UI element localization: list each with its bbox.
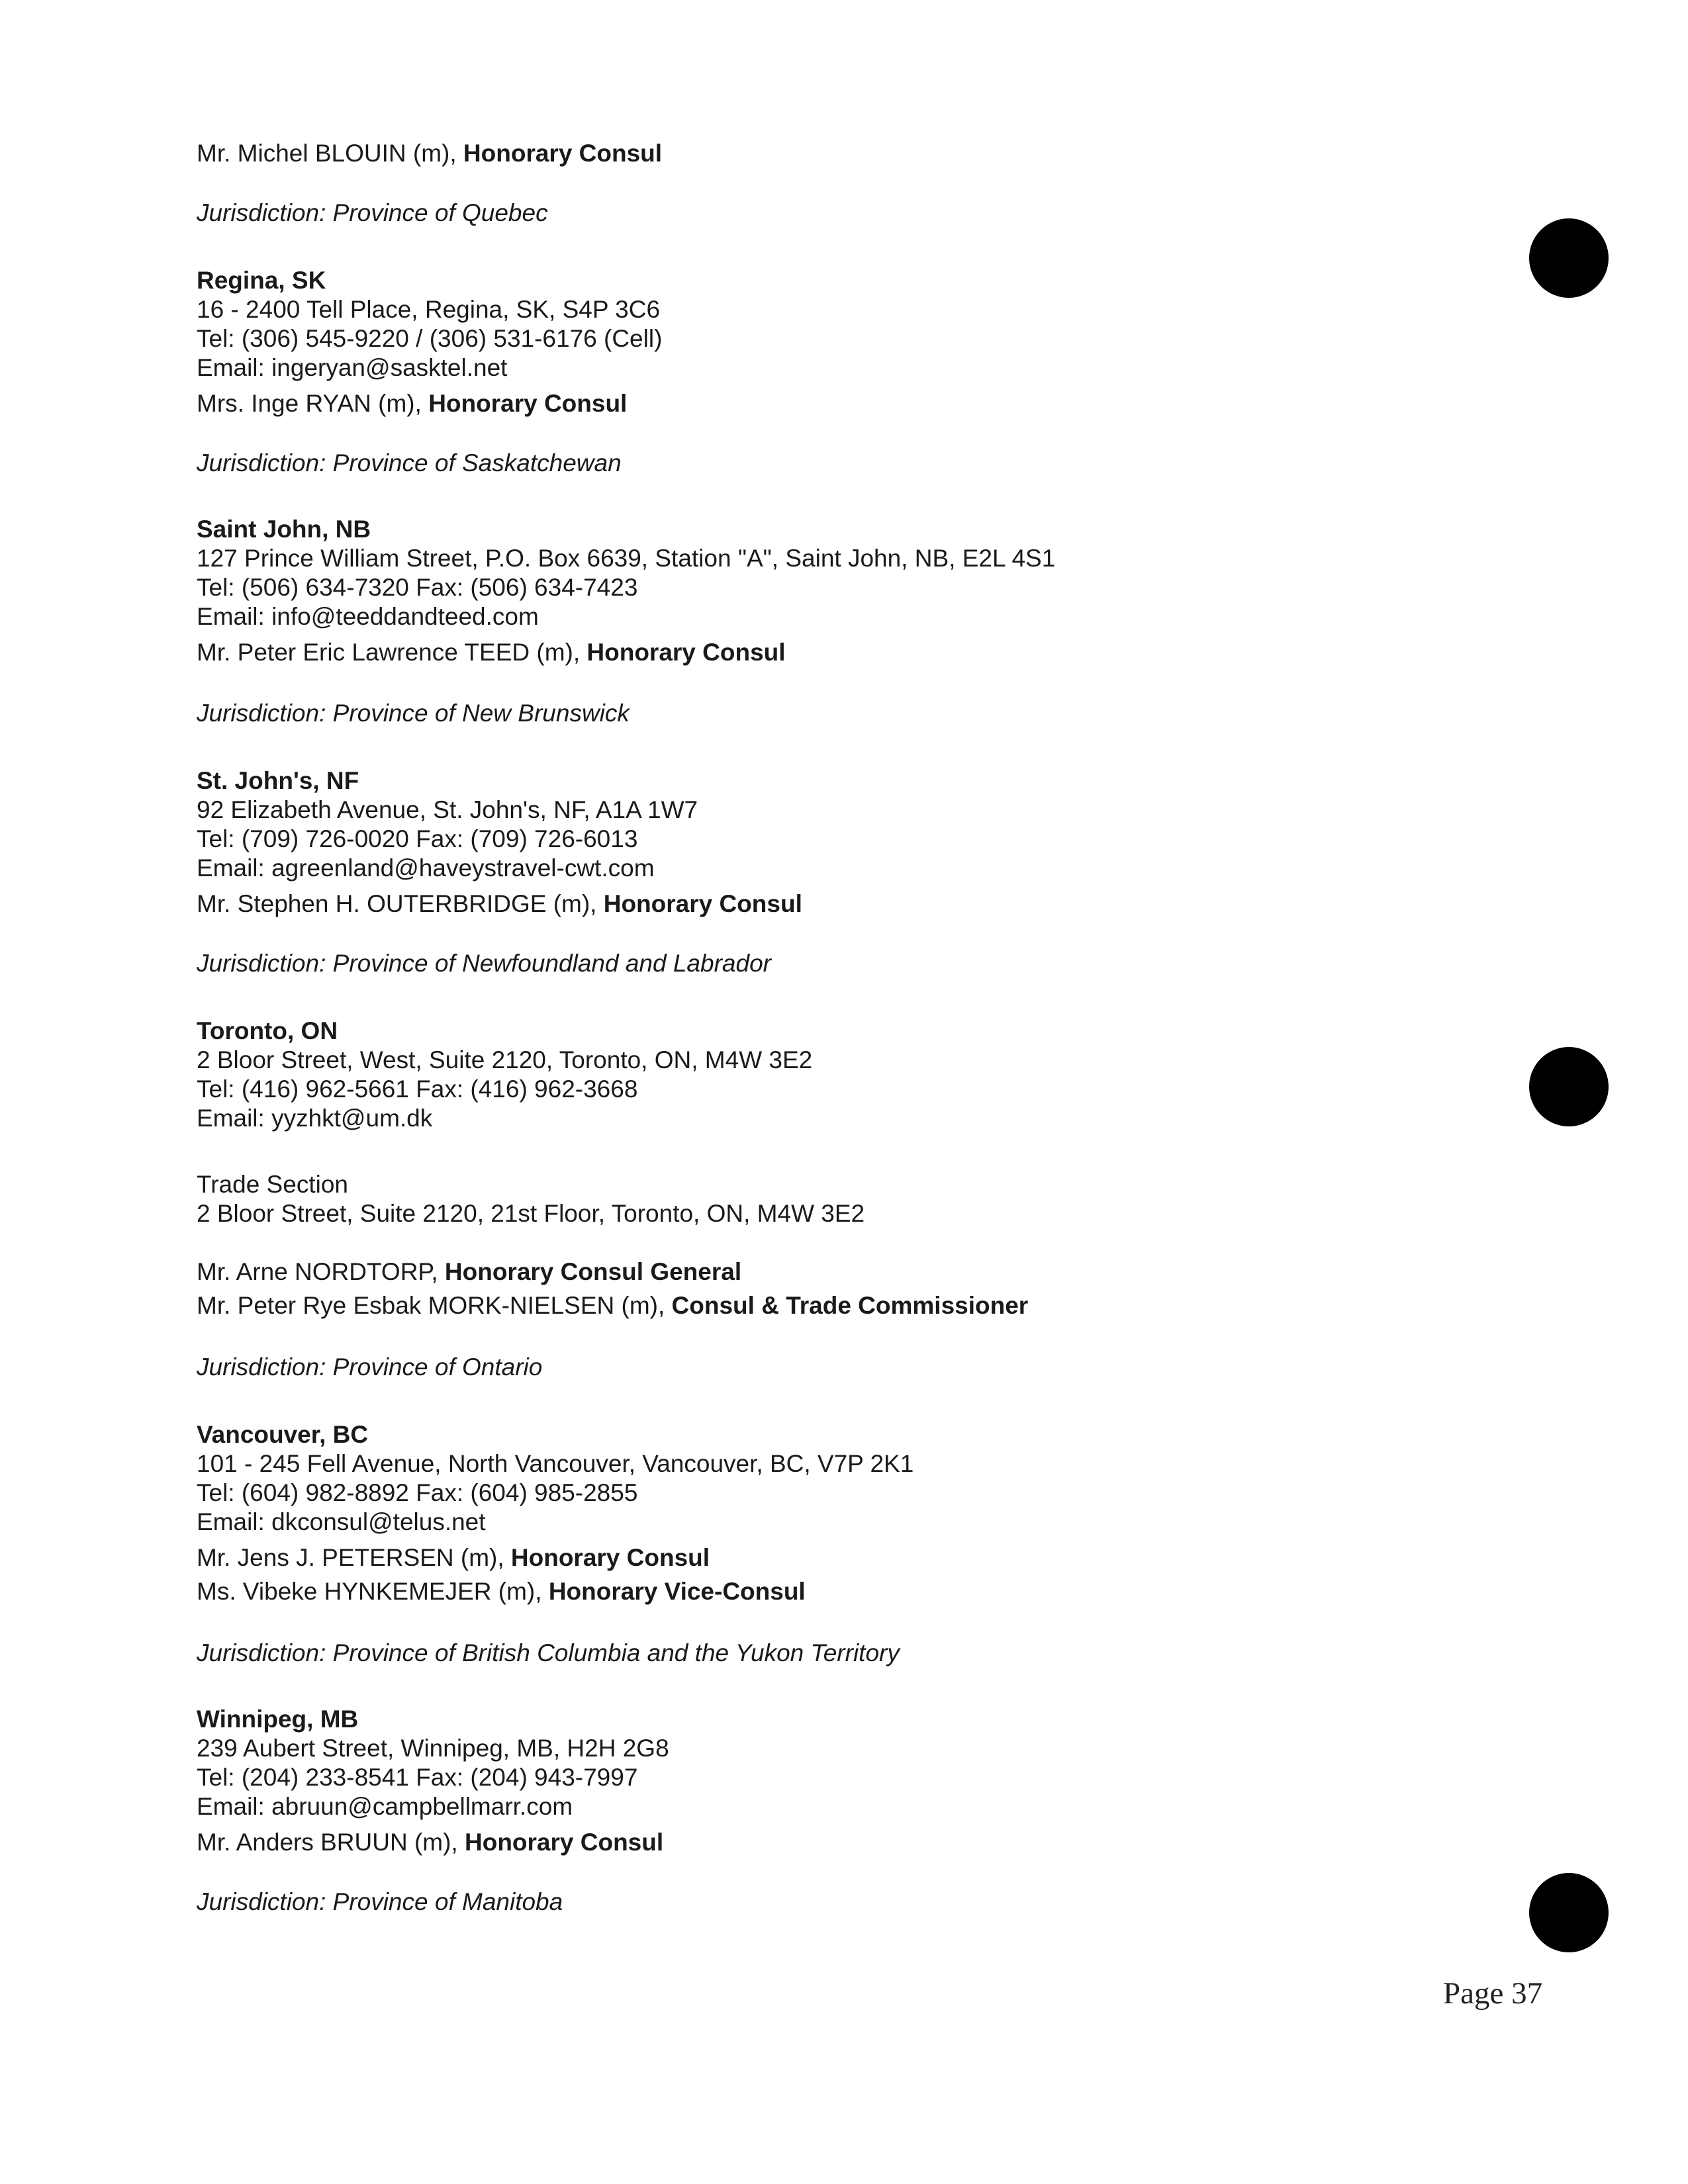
- consul-name: Mr. Arne NORDTORP,: [197, 1258, 445, 1285]
- address: 127 Prince William Street, P.O. Box 6639, Station "A", Saint John, NB, E2L 4S1: [197, 545, 1056, 572]
- consul-line: [197, 139, 662, 168]
- city-heading: St. John's, NF: [197, 767, 359, 794]
- email: Email: dkconsul@telus.net: [197, 1508, 486, 1535]
- email: Email: info@teeddandteed.com: [197, 603, 539, 630]
- jurisdiction-new-brunswick: Jurisdiction: Province of New Brunswick: [197, 700, 630, 727]
- consul-title: Honorary Consul: [428, 390, 628, 417]
- consul-name: Mrs. Inge RYAN (m),: [197, 390, 429, 417]
- punch-hole: [1529, 218, 1609, 298]
- email: Email: abruun@campbellmarr.com: [197, 1793, 573, 1820]
- address: 92 Elizabeth Avenue, St. John's, NF, A1A 1W7: [197, 796, 698, 823]
- consul-line: [197, 1291, 1028, 1320]
- consul-title: Honorary Consul: [465, 1829, 664, 1856]
- consul-line: [197, 889, 802, 919]
- phone: Tel: (709) 726-0020 Fax: (709) 726-6013: [197, 825, 638, 852]
- consul-title: Honorary Vice-Consul: [548, 1578, 806, 1605]
- city-heading: Saint John, NB: [197, 516, 371, 543]
- consul-line: [197, 1828, 663, 1857]
- phone: Tel: (306) 545-9220 / (306) 531-6176 (Cell): [197, 325, 663, 352]
- consul-line: [197, 1257, 1028, 1287]
- consul-title: Honorary Consul General: [444, 1258, 742, 1285]
- consul-title: Honorary Consul: [463, 140, 663, 167]
- city-heading: Regina, SK: [197, 267, 326, 294]
- consul-list: [197, 1257, 1028, 1320]
- consul-line: [197, 1577, 806, 1606]
- address: 16 - 2400 Tell Place, Regina, SK, S4P 3C6: [197, 296, 661, 323]
- consul-name: Mr. Peter Eric Lawrence TEED (m),: [197, 639, 587, 666]
- punch-hole: [1529, 1873, 1609, 1952]
- phone: Tel: (506) 634-7320 Fax: (506) 634-7423: [197, 574, 638, 601]
- consul-line: [197, 389, 627, 418]
- consul-name: Mr. Anders BRUUN (m),: [197, 1829, 465, 1856]
- trade-section-address: 2 Bloor Street, Suite 2120, 21st Floor, Toronto, ON, M4W 3E2: [197, 1200, 865, 1227]
- entry-vancouver: [197, 1420, 914, 1537]
- consul-list: [197, 1543, 806, 1606]
- email: Email: ingeryan@sasktel.net: [197, 354, 508, 381]
- phone: Tel: (204) 233-8541 Fax: (204) 943-7997: [197, 1764, 638, 1791]
- consul-name: Mr. Jens J. PETERSEN (m),: [197, 1544, 511, 1571]
- jurisdiction-manitoba: Jurisdiction: Province of Manitoba: [197, 1888, 563, 1915]
- consul-name: Mr. Peter Rye Esbak MORK-NIELSEN (m),: [197, 1292, 672, 1319]
- entry-st-johns: [197, 766, 698, 883]
- trade-section-label: Trade Section: [197, 1171, 348, 1198]
- city-heading: Winnipeg, MB: [197, 1706, 359, 1733]
- entry-regina: [197, 266, 662, 383]
- jurisdiction-quebec: Jurisdiction: Province of Quebec: [197, 199, 548, 226]
- entry-toronto: [197, 1017, 812, 1133]
- consul-name: Mr. Michel BLOUIN (m),: [197, 140, 463, 167]
- address: 239 Aubert Street, Winnipeg, MB, H2H 2G8: [197, 1735, 669, 1762]
- jurisdiction-british-columbia: Jurisdiction: Province of British Columbia and the Yukon Territory: [197, 1639, 900, 1666]
- consul-name: Ms. Vibeke HYNKEMEJER (m),: [197, 1578, 549, 1605]
- city-heading: Toronto, ON: [197, 1017, 338, 1044]
- entry-winnipeg: [197, 1705, 669, 1821]
- consul-name: Mr. Stephen H. OUTERBRIDGE (m),: [197, 890, 604, 917]
- address: 101 - 245 Fell Avenue, North Vancouver, Vancouver, BC, V7P 2K1: [197, 1450, 914, 1477]
- consul-line: [197, 1543, 806, 1572]
- phone: Tel: (416) 962-5661 Fax: (416) 962-3668: [197, 1075, 638, 1103]
- consul-title: Consul & Trade Commissioner: [671, 1292, 1029, 1319]
- consul-line: [197, 638, 786, 667]
- address: 2 Bloor Street, West, Suite 2120, Toronto, ON, M4W 3E2: [197, 1046, 813, 1073]
- consul-title: Honorary Consul: [586, 639, 786, 666]
- jurisdiction-saskatchewan: Jurisdiction: Province of Saskatchewan: [197, 449, 622, 477]
- intro-block: [197, 139, 662, 168]
- city-heading: Vancouver, BC: [197, 1421, 369, 1448]
- page-number: Page 37: [1443, 1976, 1543, 2011]
- email: Email: agreenland@haveystravel-cwt.com: [197, 854, 655, 882]
- trade-section: [197, 1170, 865, 1228]
- email: Email: yyzhkt@um.dk: [197, 1105, 433, 1132]
- jurisdiction-ontario: Jurisdiction: Province of Ontario: [197, 1353, 543, 1381]
- phone: Tel: (604) 982-8892 Fax: (604) 985-2855: [197, 1479, 638, 1506]
- entry-saint-john: [197, 515, 1055, 631]
- consul-title: Honorary Consul: [603, 890, 802, 917]
- punch-hole: [1529, 1047, 1609, 1126]
- jurisdiction-newfoundland: Jurisdiction: Province of Newfoundland and Labrador: [197, 950, 771, 977]
- consul-title: Honorary Consul: [510, 1544, 710, 1571]
